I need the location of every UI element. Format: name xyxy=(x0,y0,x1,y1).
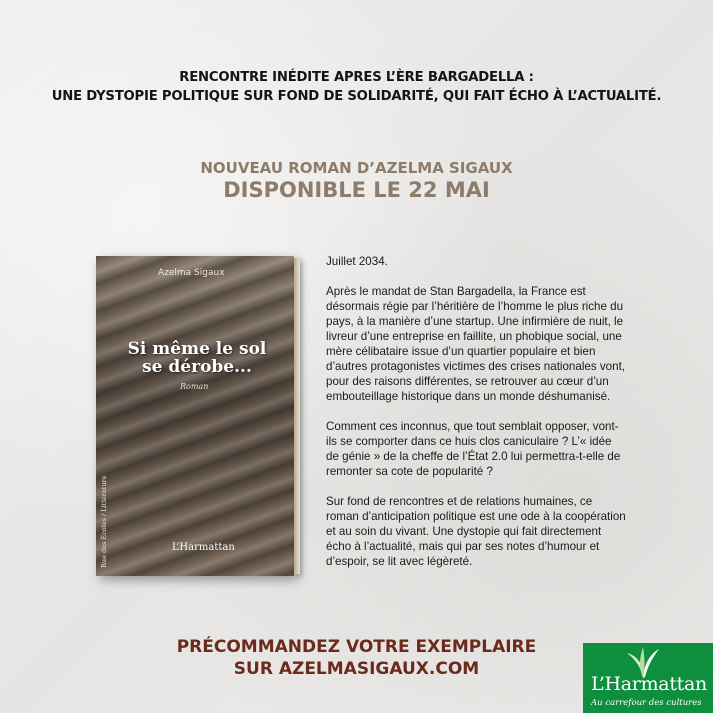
book-title-line2: se dérobe... xyxy=(142,357,252,377)
book-cover xyxy=(96,256,294,576)
description-para3: Sur fond de rencontres et de relations humaines, ce roman d’anticipation politique est une ode à la coopération et au soin du vivant. Une dystopie qui fait directement écho à l’actualité, mais qui par ses notes d’humour et d’espoir, se lit avec légèreté. xyxy=(326,495,626,568)
headline-line2: UNE DYSTOPIE POLITIQUE SUR FOND DE SOLIDARITÉ, QUI FAIT ÉCHO À L’ACTUALITÉ. xyxy=(51,89,662,104)
headline xyxy=(0,68,713,106)
description xyxy=(326,254,626,584)
description-para1: Après le mandat de Stan Bargadella, la France est désormais régie par l’héritière de l’homme le plus riche du pays, à la manière d’une startup. Une infirmière de nuit, le livreur d’une entreprise en faillite, un phobique social, une mère célibataire issue d’un quartier populaire et bien d’autres protagonistes victimes des crises nationales vont, pour des raisons différentes, se retrouver au cœur d’un embouteillage historique dans un monde déshumanisé. xyxy=(326,285,626,403)
book-series: Rue des Écoles / Littérature xyxy=(100,475,108,568)
logo-tagline: Au carrefour des cultures xyxy=(591,698,702,708)
cta-line1: PRÉCOMMANDEZ VOTRE EXEMPLAIRE xyxy=(176,637,537,657)
publisher-logo xyxy=(583,643,713,713)
announcement-novel: NOUVEAU ROMAN D’AZELMA SIGAUX xyxy=(200,159,513,177)
logo-name: L’Harmattan xyxy=(591,673,707,695)
headline-line1: RENCONTRE INÉDITE APRES L’ÈRE BARGADELLA : xyxy=(179,70,534,85)
cta-line2[interactable]: SUR AZELMASIGAUX.COM xyxy=(233,659,480,679)
book-page-edge xyxy=(294,258,300,574)
announcement xyxy=(0,158,713,203)
description-para2: Comment ces inconnus, que tout semblait opposer, vont-ils se comporter dans ce huis clos caniculaire ? L’« idée de génie » de la cheffe de l’État 2.0 lui permettra-t-elle de remonter sa cote de popularité ? xyxy=(326,420,621,478)
book-author: Azelma Sigaux xyxy=(158,268,225,278)
description-date: Juillet 2034. xyxy=(326,255,388,268)
announcement-date: DISPONIBLE LE 22 MAI xyxy=(223,178,490,202)
book-title-line1: Si même le sol xyxy=(127,339,267,359)
book-publisher: L’Harmattan xyxy=(172,542,235,553)
book-genre: Roman xyxy=(180,382,209,391)
book-title xyxy=(102,340,292,376)
